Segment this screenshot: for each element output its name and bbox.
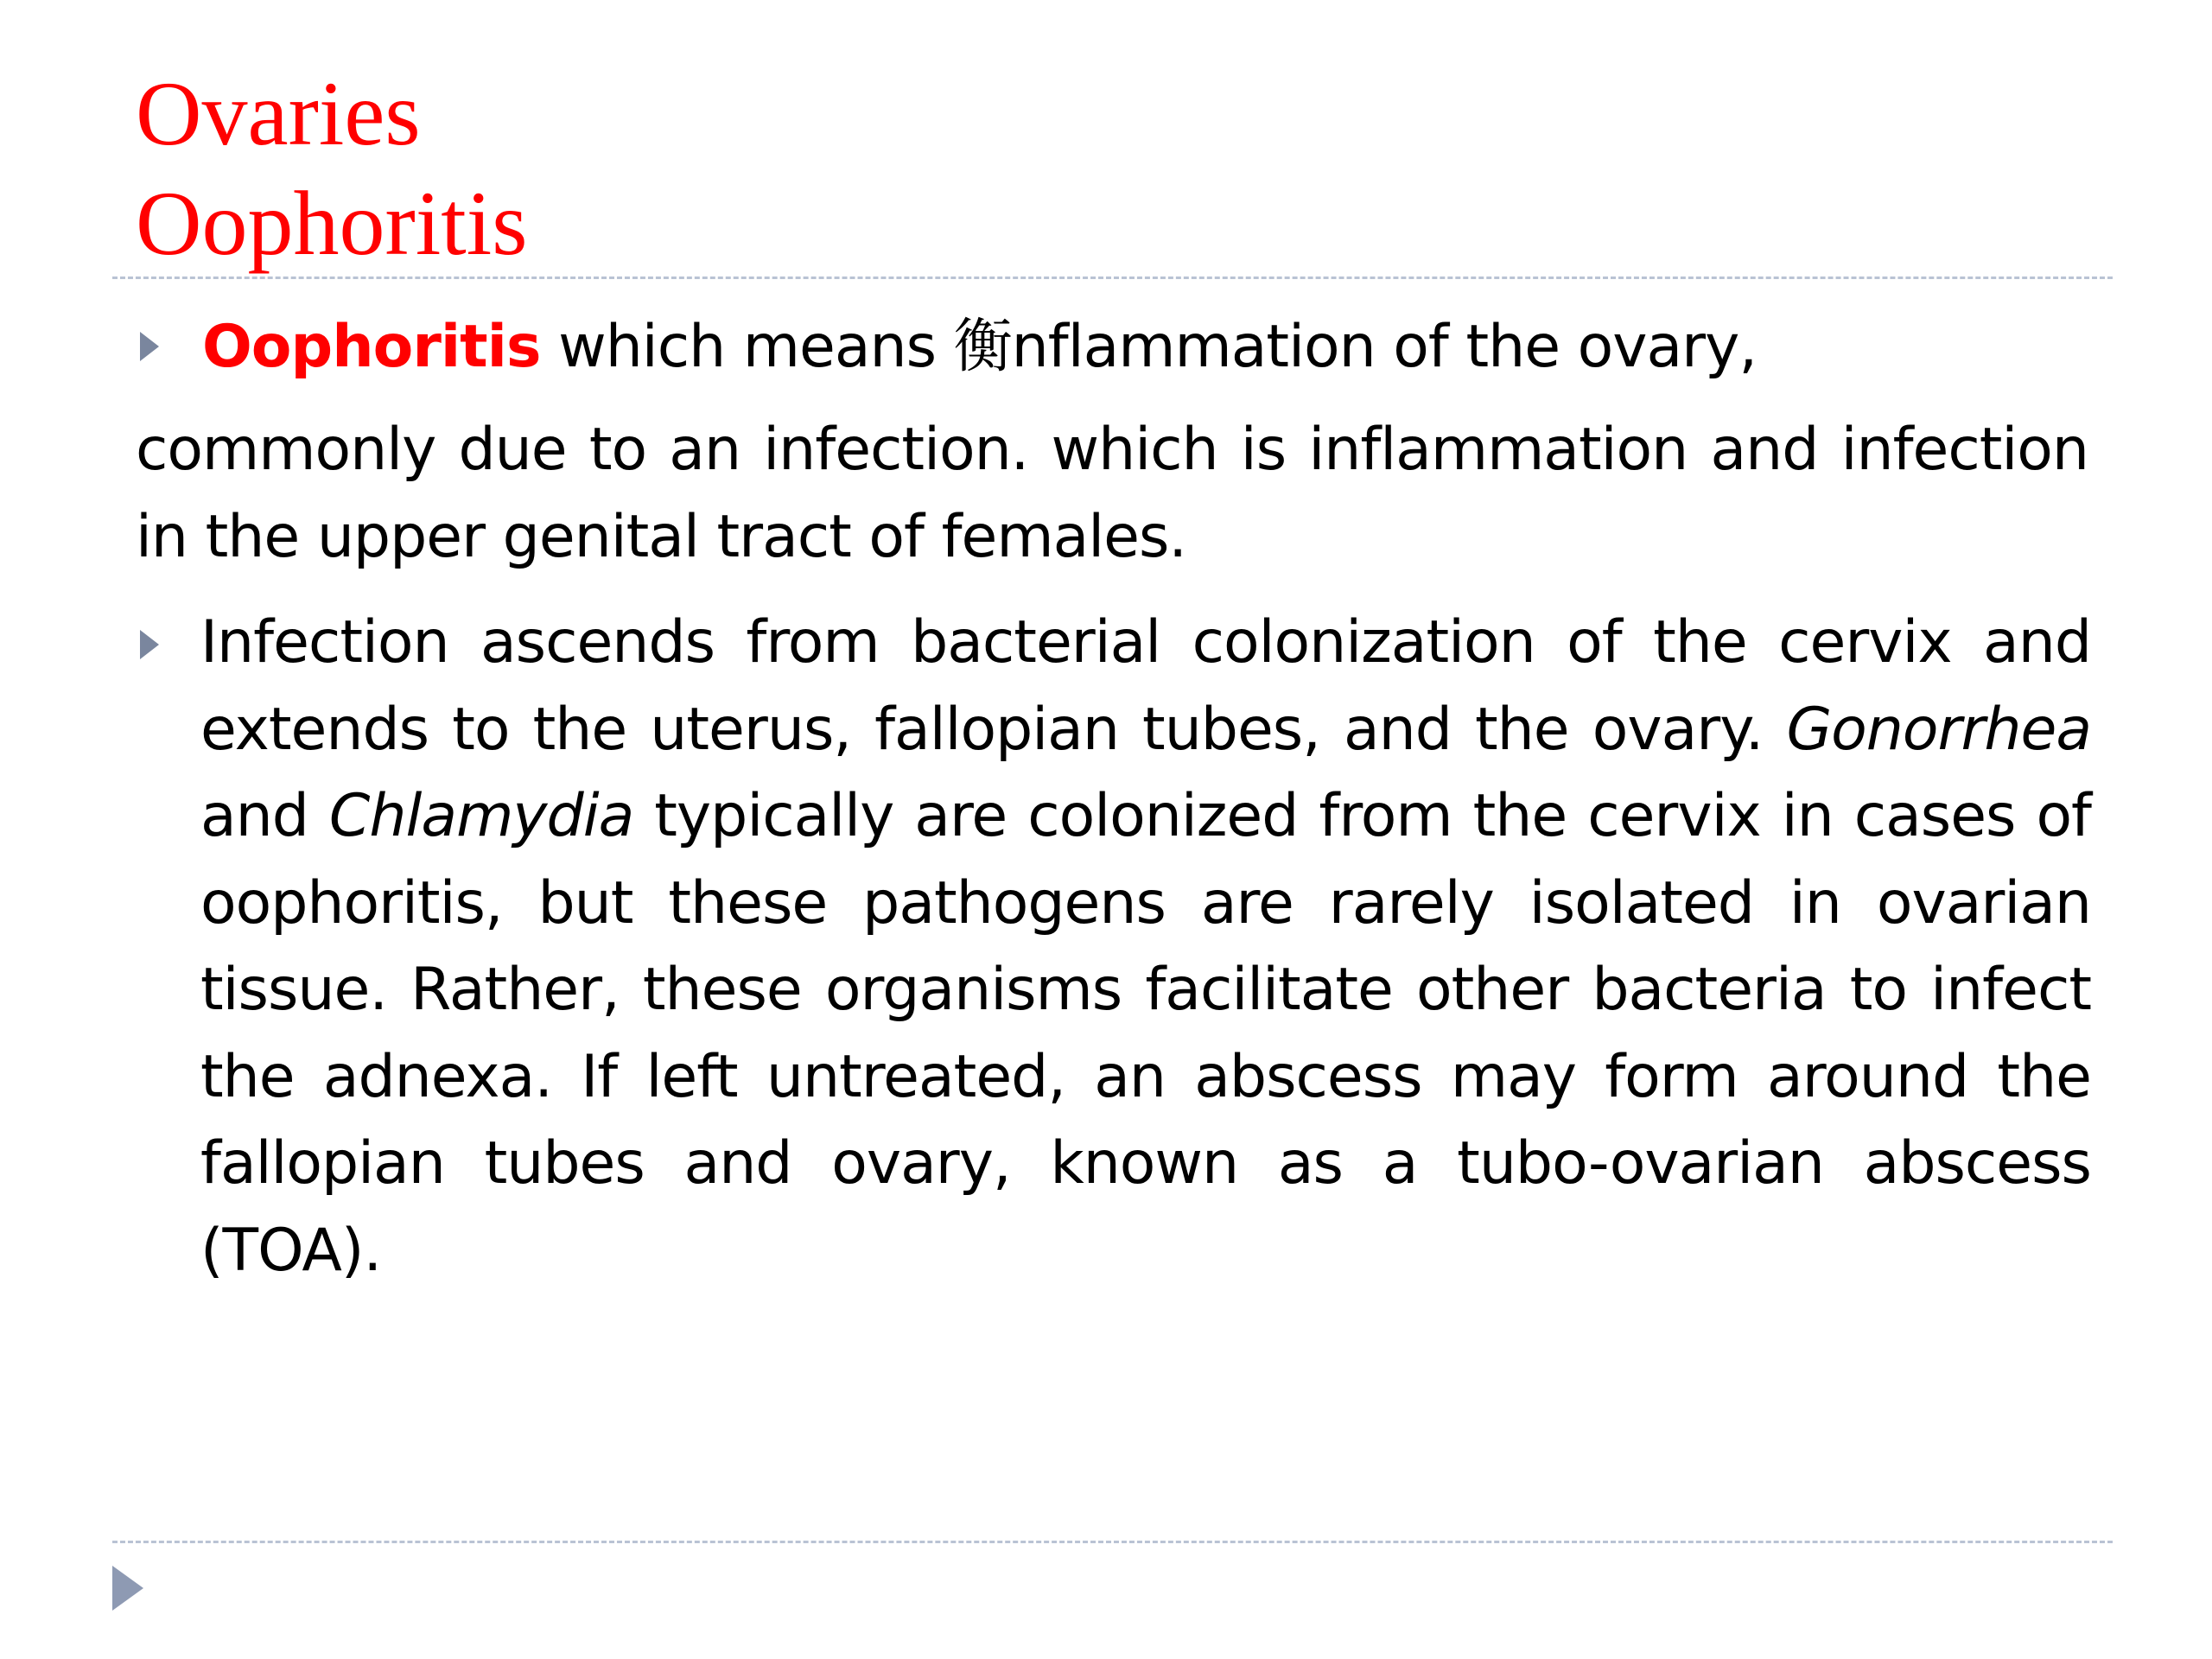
italic-chlamydia: Chlamydia (328, 782, 634, 850)
slide-title (136, 59, 2037, 278)
bottom-divider (112, 1541, 2113, 1543)
bullet-1-continuation: commonly due to an infection. which is inflammation and infection in the upper genital tract of females. (136, 416, 2088, 571)
bullet-2-text-part1: Infection ascends from bacterial colonization of the cervix and extends to the uterus, fallopian tubes, and the ovary. (200, 608, 2091, 764)
bullet-2-paragraph (200, 600, 2091, 1294)
top-divider (112, 276, 2113, 279)
next-slide-arrow-icon[interactable] (112, 1566, 143, 1611)
bullet-arrow-icon (140, 332, 159, 361)
bullet-1-first-line (202, 304, 2129, 391)
bullet-1-lead-text: which means 衡nflammation of the ovary, (540, 313, 1757, 381)
title-line-ovaries: Ovaries (136, 63, 421, 164)
title-line-oophoritis: Oophoritis (136, 173, 528, 274)
bullet-2-text-part3: typically are colonized from the cervix in cases of oophoritis, but these pathogens are rarely isolated in ovarian tissue. Rather, these organisms facilitate other bacteria to infect the adnexa. If left untreated, an abscess may form around the fallopian tubes and ovary, known as a tubo-ovarian abscess (TOA). (200, 782, 2092, 1285)
bullet-arrow-icon (140, 630, 159, 659)
term-oophoritis: Oophoritis (202, 313, 541, 381)
italic-gonorrhea: Gonorrhea (1786, 695, 2091, 764)
bullet-2-text-part2: and (200, 782, 329, 850)
